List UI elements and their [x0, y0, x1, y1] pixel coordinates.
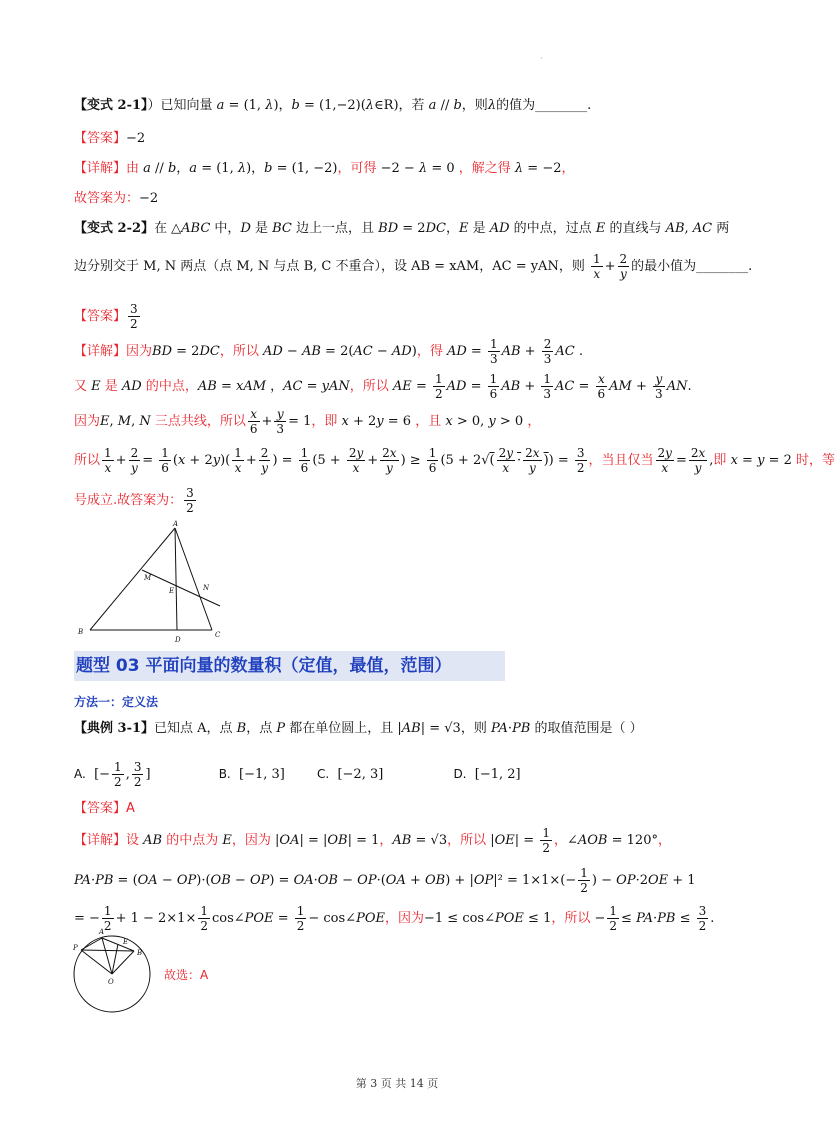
svg-text:P: P [73, 944, 78, 952]
circle-figure [68, 918, 158, 1016]
svg-text:D: D [175, 636, 181, 644]
svg-text:B: B [78, 628, 84, 636]
var21-detail: 【详解】由 a // b，a = (1, λ)，b = (1, −2)，可得 −2 − λ = 0 ，解之得 λ = −2， [74, 161, 575, 176]
svg-text:E: E [169, 587, 175, 595]
svg-text:A: A [99, 928, 105, 936]
var22-question-line1: 【变式 2-2】在 △ABC 中，D 是 BC 边上一点，且 BD = 2DC，E 是 AD 的中点，过点 E 的直线与 AB, AC 两 [74, 221, 730, 236]
svg-text:M: M [144, 574, 152, 582]
svg-text:C: C [215, 631, 221, 639]
var22-answer: 【答案】 $\frac{3}{2}$ [74, 302, 138, 331]
var22-detail-2: 又 E 是 AD 的中点，AB = xAM ，AC = yAN，所以 AE = $\frac{1}{2}$ AD = $\frac{1}{6}$ AB + $\frac{1}{3}$ AC = $\frac{x}{6}$ AM + $\frac{y}{3}$ AN. [74, 372, 692, 401]
var21-question: 【变式 2-1】）已知向量 a = (1, λ)，b = (1,−2)(λ∈R)，若 a // b，则λ的值为________. [74, 98, 592, 113]
ex31-options: A. [− $\frac{1}{2}$ , $\frac{3}{2}$ ] B. [−1, 3] C. [−2, 3] D. [−1, 2] [74, 760, 521, 789]
ex31-detail-3: = − $\frac{1}{2}$ + 1 − 2×1× $\frac{1}{2}$ cos∠POE = $\frac{1}{2}$ − cos∠POE，因为−1 ≤ cos∠POE ≤ 1，所以 − $\frac{1}{2}$ ≤ PA·PB ≤ $\frac{3}{2}$ . [74, 904, 715, 933]
dot-mark: · [540, 54, 543, 63]
var21-answer: 【答案】−2 [74, 131, 146, 146]
ex31-answer: 【答案】A [74, 801, 135, 816]
var22-detail-5: 号成立.故答案为： $\frac{3}{2}$ [74, 486, 194, 515]
var22-detail-3: 因为E, M, N 三点共线，所以 $\frac{x}{6}$ + $\frac{y}{3}$ = 1，即 x + 2y = 6 ，且 x > 0, y > 0 ， [74, 407, 541, 436]
svg-text:B: B [137, 949, 143, 957]
var22-detail-1: 【详解】因为BD = 2DC，所以 AD − AB = 2(AC − AD)，得 AD = $\frac{1}{3}$ AB + $\frac{2}{3}$ AC . [74, 337, 583, 366]
svg-text:N: N [203, 584, 210, 592]
section-heading: 题型 03 平面向量的数量积（定值，最值，范围） [74, 651, 505, 681]
ex31-question: 【典例 3-1】已知点 A，点 B，点 P 都在单位圆上，且 |AB| = √3，则 PA·PB 的取值范围是（ ） [74, 721, 643, 736]
var21-final: 故答案为：−2 [74, 191, 159, 206]
var22-question-line2: 边分别交于 M, N 两点（点 M, N 与点 B, C 不重合），设 AB = xAM，AC = yAN，则 $\frac{1}{x}$ + $\frac{2}{y}$ 的最小值为________. [74, 252, 753, 281]
page-footer: 第 3 页 共 14 页 [355, 1077, 439, 1090]
method-label: 方法一：定义法 [74, 695, 159, 709]
ex31-detail-1: 【详解】设 AB 的中点为 E，因为 |OA| = |OB| = 1，AB = √3，所以 |OE| = $\frac{1}{2}$ ，∠AOB = 120°， [74, 826, 671, 855]
triangle-figure [70, 518, 230, 648]
ex31-detail-2: PA·PB = (OA − OP)·(OB − OP) = OA·OB − OP·(OA + OB) + |OP|² = 1×1×(− $\frac{1}{2}$ ) − OP·2OE + 1 [74, 866, 696, 895]
var22-detail-4: 所以 $\frac{1}{x}$ + $\frac{2}{y}$ = $\frac{1}{6}$ (x + 2y)( $\frac{1}{x}$ + $\frac{2}{y}$ ) = $\frac{1}{6}$ (5 + $\frac{2y}{x}$ + $\frac{2x}{y}$ ) ≥ $\frac{1}{6}$ (5 + 2√( $\frac{2y}{x}$ · $\frac{2x}{y}$ )) = $\frac{3}{2}$ ，当且仅当 $\frac{2y}{x}$ = $\frac{2x}{y}$ ,即 x = y = 2 时，等 [74, 446, 835, 475]
svg-text:E: E [123, 938, 129, 946]
svg-text:A: A [173, 520, 179, 528]
svg-text:O: O [108, 978, 114, 986]
ex31-final: 故选：A [164, 968, 209, 982]
